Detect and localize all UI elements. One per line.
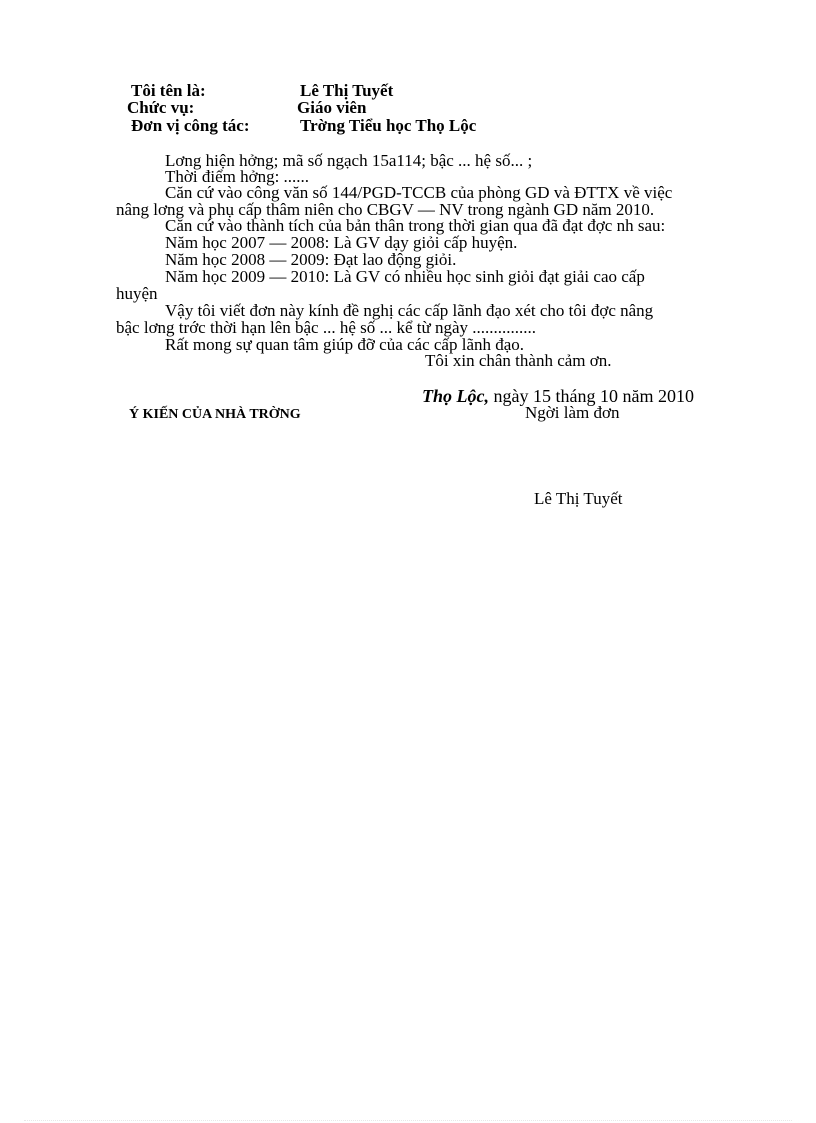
- achievement-2009: Năm học 2009 — 2010: Là GV có nhiều học sinh giỏi đạt giải cao cấp: [165, 267, 645, 286]
- request-continued: bậc lơng trớc thời hạn lên bậc ... hệ số ... kể từ ngày ...............: [116, 318, 537, 337]
- position-value: Giáo viên: [297, 98, 367, 117]
- achievement-2007: Năm học 2007 — 2008: Là GV dạy giỏi cấp huyện.: [165, 233, 518, 252]
- name-value: Lê Thị Tuyết: [300, 81, 394, 100]
- school-opinion-heading: Ý KIẾN CỦA NHÀ TRỜNG: [129, 407, 301, 422]
- salary-line: Lơng hiện hởng; mã số ngạch 15a114; bậc ... hệ số... ;: [165, 151, 533, 170]
- page-bottom-divider: [24, 1120, 792, 1121]
- achievement-2009-line: [165, 268, 753, 286]
- basis-text: Căn cứ vào công văn số 144/PGD-TCCB của phòng GD và ĐTTX về việc: [165, 183, 673, 202]
- name-label: Tôi tên là:: [131, 81, 206, 100]
- position-label: Chức vụ:: [127, 98, 195, 117]
- date-text: ngày 15 tháng 10 năm 2010: [493, 386, 694, 406]
- basis-continued: nâng lơng và phụ cấp thâm niên cho CBGV — NV trong ngành GD năm 2010.: [116, 200, 655, 219]
- unit-value: Trờng Tiểu học Thọ Lộc: [300, 116, 477, 135]
- closing-request: Rất mong sự quan tâm giúp đỡ của các cấp lãnh đạo.: [165, 335, 525, 354]
- achievement-intro: Căn cứ vào thành tích của bản thân trong thời gian qua đã đạt đợc nh sau:: [165, 216, 666, 235]
- achievement-2008: Năm học 2008 — 2009: Đạt lao động giỏi.: [165, 250, 457, 269]
- place-text: Thọ Lộc,: [422, 386, 489, 406]
- thanks-line: Tôi xin chân thành cảm ơn.: [425, 351, 612, 370]
- time-line: Thời điểm hởng: ......: [165, 167, 310, 186]
- achievement-2009-continued: huyện: [116, 284, 158, 303]
- applicant-label: Ngời làm đơn: [525, 403, 620, 422]
- signature-name: Lê Thị Tuyết: [534, 489, 623, 508]
- unit-label: Đơn vị công tác:: [131, 116, 250, 135]
- request-text: Vậy tôi viết đơn này kính đề nghị các cấp lãnh đạo xét cho tôi đợc nâng: [165, 301, 654, 320]
